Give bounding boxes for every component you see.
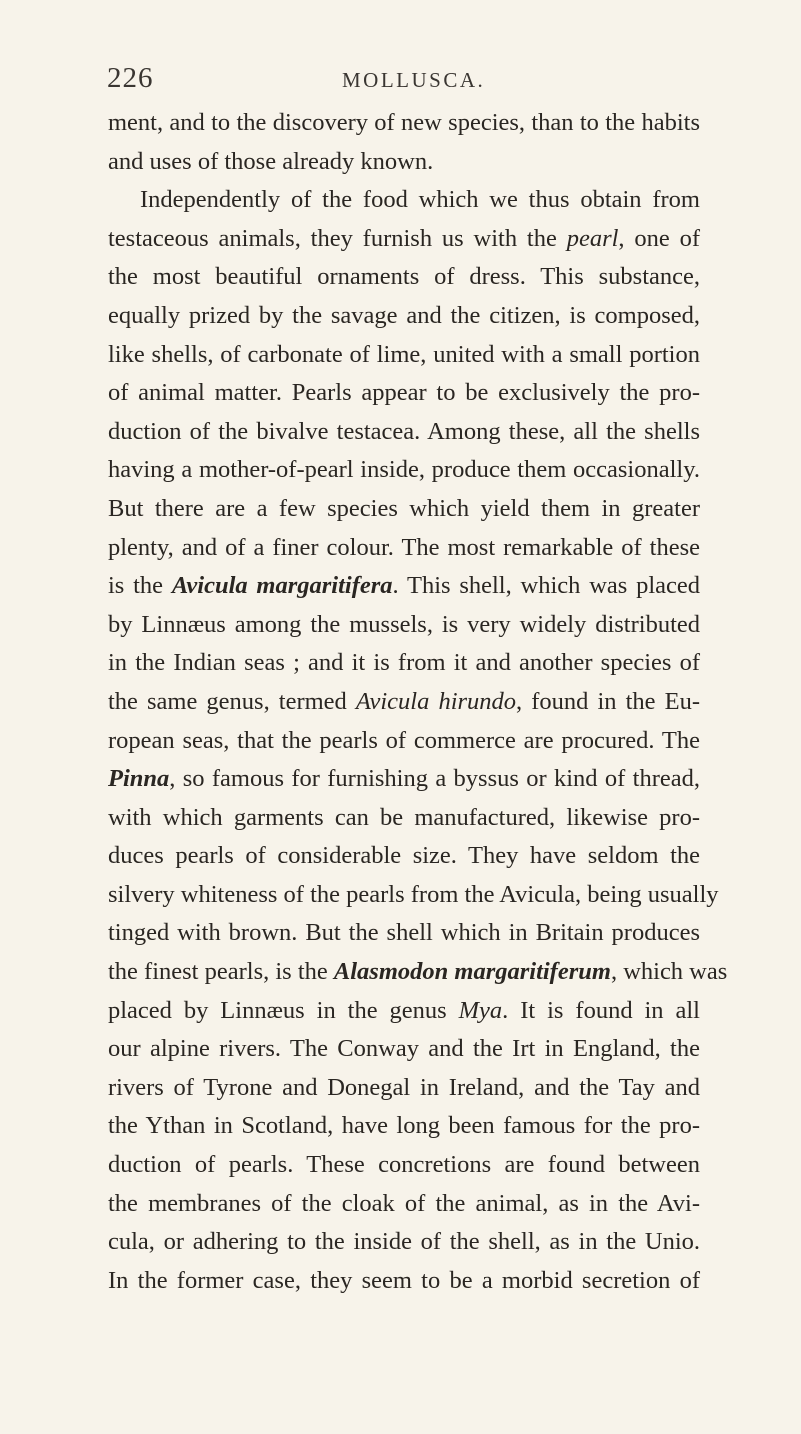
text-line bbox=[108, 529, 700, 568]
text-segment: having a mother-of-pearl inside, produce them occasionally. bbox=[108, 456, 700, 484]
text-segment: the most beautiful ornaments of dress. This substance, bbox=[108, 263, 700, 291]
text-segment: , found in the Eu- bbox=[516, 687, 700, 715]
text-line bbox=[108, 644, 700, 683]
text-line bbox=[108, 837, 700, 876]
text-line bbox=[108, 490, 700, 529]
italic-term: Avicula margaritifera bbox=[171, 572, 393, 600]
text-line bbox=[108, 1107, 700, 1146]
text-segment: , which was bbox=[610, 958, 728, 986]
text-segment: equally prized by the savage and the citizen, is composed, bbox=[108, 301, 700, 329]
text-line bbox=[108, 1069, 700, 1108]
text-segment: placed by Linnæus in the genus bbox=[108, 996, 459, 1024]
text-line bbox=[108, 876, 719, 915]
text-segment: duction of pearls. These concretions are found between bbox=[108, 1151, 700, 1179]
italic-term: Alasmodon margaritiferum bbox=[333, 958, 611, 986]
text-line bbox=[108, 104, 700, 143]
text-line bbox=[108, 1146, 700, 1185]
text-segment: ropean seas, that the pearls of commerce are procured. The bbox=[108, 726, 700, 754]
text-segment: is the bbox=[108, 572, 172, 600]
text-segment: , one of bbox=[618, 224, 700, 252]
text-line bbox=[108, 953, 728, 992]
text-line bbox=[108, 181, 700, 220]
text-line bbox=[108, 220, 700, 259]
text-line bbox=[108, 1262, 700, 1301]
text-segment: rivers of Tyrone and Donegal in Ireland, and the Tay and bbox=[108, 1073, 700, 1101]
text-segment: . It is found in all bbox=[502, 996, 700, 1024]
text-line bbox=[108, 1223, 700, 1262]
text-line bbox=[108, 258, 700, 297]
body-text bbox=[108, 104, 728, 1300]
text-segment: silvery whiteness of the pearls from the Avicula, being usually bbox=[108, 880, 719, 908]
text-segment: of animal matter. Pearls appear to be exclusively the pro- bbox=[108, 379, 700, 407]
text-line bbox=[108, 1030, 700, 1069]
text-line bbox=[108, 451, 700, 490]
italic-term: pearl bbox=[566, 224, 619, 252]
text-segment: . This shell, which was placed bbox=[392, 572, 701, 600]
text-line bbox=[108, 799, 700, 838]
italic-term: Mya bbox=[458, 996, 503, 1024]
text-line bbox=[108, 760, 700, 799]
text-segment: the Ythan in Scotland, have long been famous for the pro- bbox=[108, 1112, 700, 1140]
text-line bbox=[108, 413, 700, 452]
text-segment: like shells, of carbonate of lime, united with a small portion bbox=[108, 340, 700, 368]
text-segment: cula, or adhering to the inside of the shell, as in the Unio. bbox=[108, 1228, 700, 1256]
text-line bbox=[108, 914, 700, 953]
text-line bbox=[108, 297, 700, 336]
text-segment: the same genus, termed bbox=[108, 687, 356, 715]
text-segment: tinged with brown. But the shell which in Britain produces bbox=[108, 919, 700, 947]
text-segment: duction of the bivalve testacea. Among these, all the shells bbox=[108, 417, 700, 445]
text-segment: , so famous for furnishing a byssus or kind of thread, bbox=[169, 765, 700, 793]
text-segment: and uses of those already known. bbox=[108, 147, 434, 175]
text-segment: duces pearls of considerable size. They have seldom the bbox=[108, 842, 700, 870]
text-line bbox=[108, 722, 700, 761]
text-line bbox=[108, 606, 700, 645]
text-segment: the finest pearls, is the bbox=[108, 958, 334, 986]
text-segment: In the former case, they seem to be a morbid secretion of bbox=[108, 1266, 700, 1294]
running-head: MOLLUSCA. bbox=[342, 68, 486, 92]
text-segment: plenty, and of a finer colour. The most remarkable of these bbox=[108, 533, 700, 561]
text-line bbox=[108, 336, 700, 375]
text-segment: the membranes of the cloak of the animal, as in the Avi- bbox=[108, 1189, 700, 1217]
text-segment: in the Indian seas ; and it is from it and another species of bbox=[108, 649, 700, 677]
text-segment: our alpine rivers. The Conway and the Irt in England, the bbox=[108, 1035, 700, 1063]
text-line bbox=[108, 1185, 700, 1224]
text-segment: testaceous animals, they furnish us with the bbox=[108, 224, 567, 252]
italic-term: Pinna bbox=[108, 765, 170, 793]
text-segment: by Linnæus among the mussels, is very widely distributed bbox=[108, 610, 700, 638]
text-segment: with which garments can be manufactured, likewise pro- bbox=[108, 803, 700, 831]
text-segment: But there are a few species which yield them in greater bbox=[108, 494, 700, 522]
text-line bbox=[108, 683, 700, 722]
text-segment: ment, and to the discovery of new species, than to the habits bbox=[108, 109, 700, 136]
text-line bbox=[108, 567, 700, 606]
italic-term: Avicula hirundo bbox=[355, 687, 517, 715]
text-line bbox=[108, 374, 700, 413]
page-header bbox=[107, 62, 707, 102]
page-number: 226 bbox=[107, 62, 154, 94]
text-segment: Independently of the food which we thus obtain from bbox=[140, 186, 700, 214]
text-line bbox=[108, 992, 700, 1031]
text-line bbox=[108, 143, 700, 182]
